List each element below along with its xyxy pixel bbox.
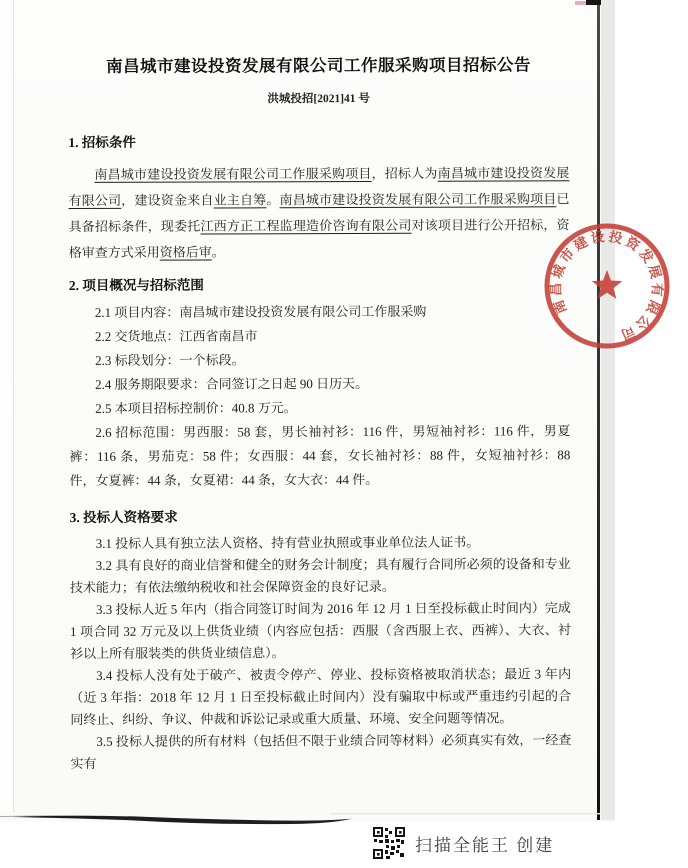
page-title: 南昌城市建设投资发展有限公司工作服采购项目招标公告: [106, 55, 532, 76]
numbered-item: 3.3 投标人近 5 年内（指合同签订时间为 2016 年 12 月 1 日至投标截止时间内）完成 1 项合同 32 万元及以上供货业绩（内容应包括：西服（含西服上衣、西裤）、大衣、衬衫以上所有服装类的供货业绩信息）。: [69, 600, 572, 661]
scanner-watermark: [372, 826, 554, 860]
section-1-heading: 1. 招标条件: [68, 134, 136, 150]
bid-conditions-paragraph: [68, 160, 569, 266]
numbered-item: 2.1 项目内容：南昌城市建设投资发展有限公司工作服采购: [94, 303, 427, 320]
underlined-phrase: 南昌城市建设投资发展有限公司工作服采购项目: [94, 165, 372, 182]
page-fold-line: [13, 0, 14, 812]
section-2-heading: 2. 项目概况与招标范围: [68, 277, 204, 293]
qr-code-icon: [372, 826, 406, 860]
underlined-phrase: 江西方正工程监理造价咨询有限公司: [200, 217, 412, 234]
doc-number: 洪城投招[2021]41 号: [267, 92, 370, 106]
document-content: [68, 52, 572, 775]
watermark-text: 扫描全能王 创建: [415, 835, 555, 855]
scan-artifact-black: [586, 0, 601, 5]
page-curl-shadow: [0, 802, 615, 828]
numbered-item: 3.1 投标人具有独立法人资格、持有营业执照或事业单位法人证书。: [95, 534, 480, 551]
text-segment: 。: [211, 244, 225, 260]
numbered-item: 2.5 本项目招标控制价：40.8 万元。: [95, 400, 297, 416]
numbered-item: 2.4 服务期限要求：合同签订之日起 90 日历天。: [95, 375, 369, 392]
section-3-heading: 3. 投标人资格要求: [69, 509, 178, 525]
scan-right-strip: [601, 0, 615, 820]
numbered-item: 2.2 交货地点：江西省南昌市: [94, 328, 258, 344]
numbered-item: 3.5 投标人提供的所有材料（包括但不限于业绩合同等材料）必须真实有效，一经查实有: [70, 732, 572, 771]
underlined-phrase: 资格后审: [159, 244, 212, 260]
scan-left-margin: [0, 0, 13, 812]
numbered-item: 3.2 具有良好的商业信誉和健全的财务会计制度；具有履行合同所必须的设备和专业技术能力；有依法缴纳税收和社会保障资金的良好记录。: [69, 556, 571, 595]
page-right-edge: [597, 0, 600, 820]
underlined-phrase: 业主自筹: [213, 192, 267, 208]
text-segment: 。: [266, 192, 280, 208]
text-segment: 对该项目进行公开招标，资格审查方式采用: [68, 217, 570, 260]
seal-text: 南昌城市建设投资发展有限公司: [548, 228, 666, 344]
page-bottom-edge: [330, 813, 600, 814]
text-segment: ，建设资金来自: [121, 192, 214, 208]
numbered-item: 2.6 招标范围：男西服：58 套，男长袖衬衫：116 件，男短袖衬衫：116 件，男夏裤：116 条，男茄克：58 件；女西服：44 套，女长袖衬衫：88 件，女短袖衬衫：88 件，女夏裤：44 条，女夏裙：44 条，女大衣：44 件。: [69, 423, 571, 488]
section-3-items: [70, 531, 572, 775]
underlined-phrase: 南昌城市建设投资发展有限公司工作服采购项目: [279, 191, 557, 208]
underlined-phrase: 南昌城市建设投资发展有限公司: [68, 165, 570, 208]
shadow-lens: [12, 816, 352, 824]
numbered-item: 2.3 标段划分：一个标段。: [95, 352, 245, 368]
section-2-items: [69, 299, 571, 493]
text-segment: ，招标人为: [371, 165, 438, 181]
text-segment: 已具备招标条件，现委托: [68, 191, 570, 234]
numbered-item: 3.4 投标人没有处于破产、被责令停产、停业、投标资格被取消状态；最近 3 年内（近 3 年指：2018 年 12 月 1 日至投标截止时间内）没有骗取中标或严重违约引起的合同终止、纠纷、争议、仲裁和诉讼记录或重大质量、环境、安全问题等情况。: [70, 666, 572, 727]
